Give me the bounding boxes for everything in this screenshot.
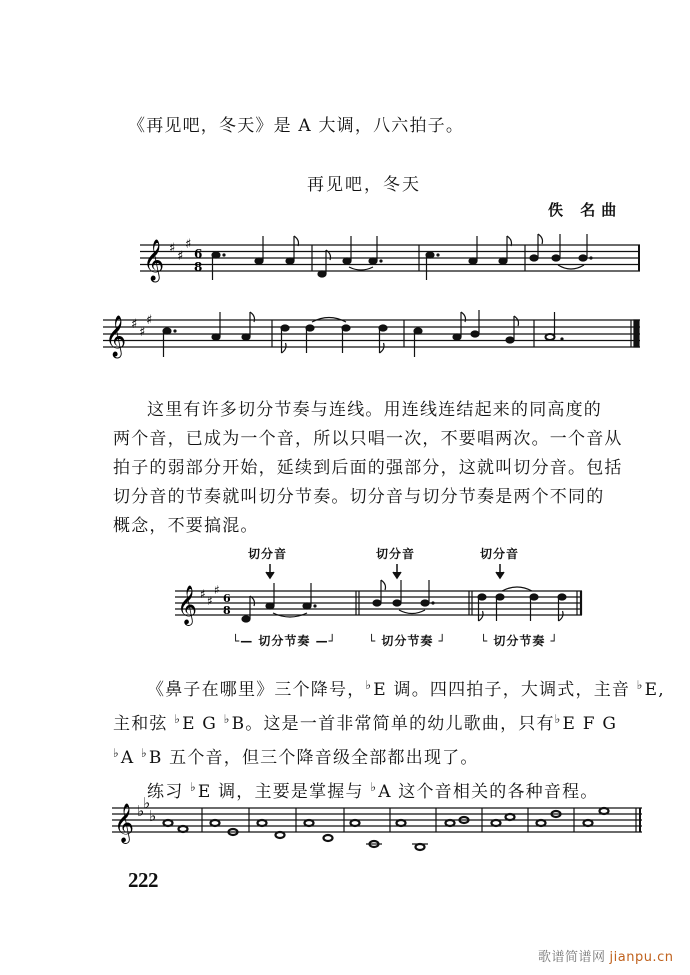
flat-icon: ♭	[365, 678, 373, 692]
watermark-site: jianpu.cn	[609, 950, 674, 965]
paragraph-line: 主和弦 ♭E G ♭B。这是一首非常简单的幼儿歌曲，只有♭E F G	[113, 712, 618, 734]
treble-clef-icon: 𝄞	[105, 316, 127, 357]
paragraph-line: 拍子的弱部分开始，延续到后面的强部分，这就叫切分音。包括	[113, 458, 623, 478]
svg-text:8: 8	[194, 260, 203, 274]
flat-icon: ♭	[174, 712, 182, 726]
svg-text:♯: ♯	[169, 241, 176, 256]
paragraph-line: 两个音，已成为一个音，所以只唱一次，不要唱两次。一个音从	[113, 429, 623, 449]
svg-text:♯: ♯	[207, 594, 213, 608]
svg-text:♯: ♯	[131, 317, 138, 332]
flat-icon: ♭	[370, 780, 378, 794]
syncopation-label-3: 切分音	[480, 547, 520, 561]
song-title: 再见吧，冬天	[307, 175, 421, 195]
treble-clef-icon: 𝄞	[143, 240, 165, 281]
page-number: 222	[128, 868, 158, 892]
paragraph-line: 这里有许多切分节奏与连线。用连线连结起来的同高度的	[147, 400, 602, 420]
svg-text:♯: ♯	[200, 587, 206, 601]
syncopated-rhythm-bracket-2: └ 切分节奏 ┘	[368, 634, 447, 648]
treble-clef-icon: 𝄞	[114, 803, 135, 843]
flat-icon: ♭	[554, 712, 562, 726]
svg-text:♯: ♯	[139, 325, 146, 340]
watermark	[538, 946, 673, 965]
treble-clef-icon: 𝄞	[177, 585, 198, 625]
svg-text:♯: ♯	[185, 237, 192, 252]
svg-text:8: 8	[223, 604, 231, 617]
syncopated-rhythm-bracket-1: └— 切分节奏 —┘	[232, 634, 337, 648]
svg-text:6: 6	[194, 247, 203, 261]
flat-icon: ♭	[223, 712, 231, 726]
watermark-text: 歌谱简谱网	[538, 950, 606, 965]
svg-text:6: 6	[223, 592, 231, 605]
paragraph-line: 切分音的节奏就叫切分节奏。切分音与切分节奏是两个不同的	[113, 487, 605, 507]
flat-icon: ♭	[113, 746, 120, 760]
svg-text:♯: ♯	[146, 313, 153, 328]
intro-sentence: 《再见吧，冬天》是 A 大调，八六拍子。	[128, 116, 465, 136]
flat-icon: ♭	[190, 780, 197, 794]
flat-icon: ♭	[636, 678, 644, 692]
composer-credit: 佚 名曲	[548, 201, 623, 219]
svg-text:♭: ♭	[137, 802, 145, 820]
syncopation-label-2: 切分音	[376, 547, 416, 561]
paragraph-line: 练习 ♭E 调，主要是掌握与 ♭A 这个音相关的各种音程。	[147, 780, 599, 802]
svg-text:♭: ♭	[149, 807, 157, 825]
svg-text:♭: ♭	[143, 794, 151, 812]
svg-text:♯: ♯	[214, 583, 220, 597]
syncopation-label-1: 切分音	[248, 547, 288, 561]
flat-icon: ♭	[140, 746, 148, 760]
paragraph-line: ♭A ♭B 五个音，但三个降音级全部都出现了。	[113, 746, 479, 768]
svg-text:♯: ♯	[177, 249, 184, 264]
paragraph-line: 概念，不要搞混。	[113, 516, 259, 536]
paragraph-line: 《鼻子在哪里》三个降号，♭E 调。四四拍子，大调式，主音 ♭E,	[147, 678, 665, 700]
syncopated-rhythm-bracket-3: └ 切分节奏 ┘	[480, 634, 559, 648]
